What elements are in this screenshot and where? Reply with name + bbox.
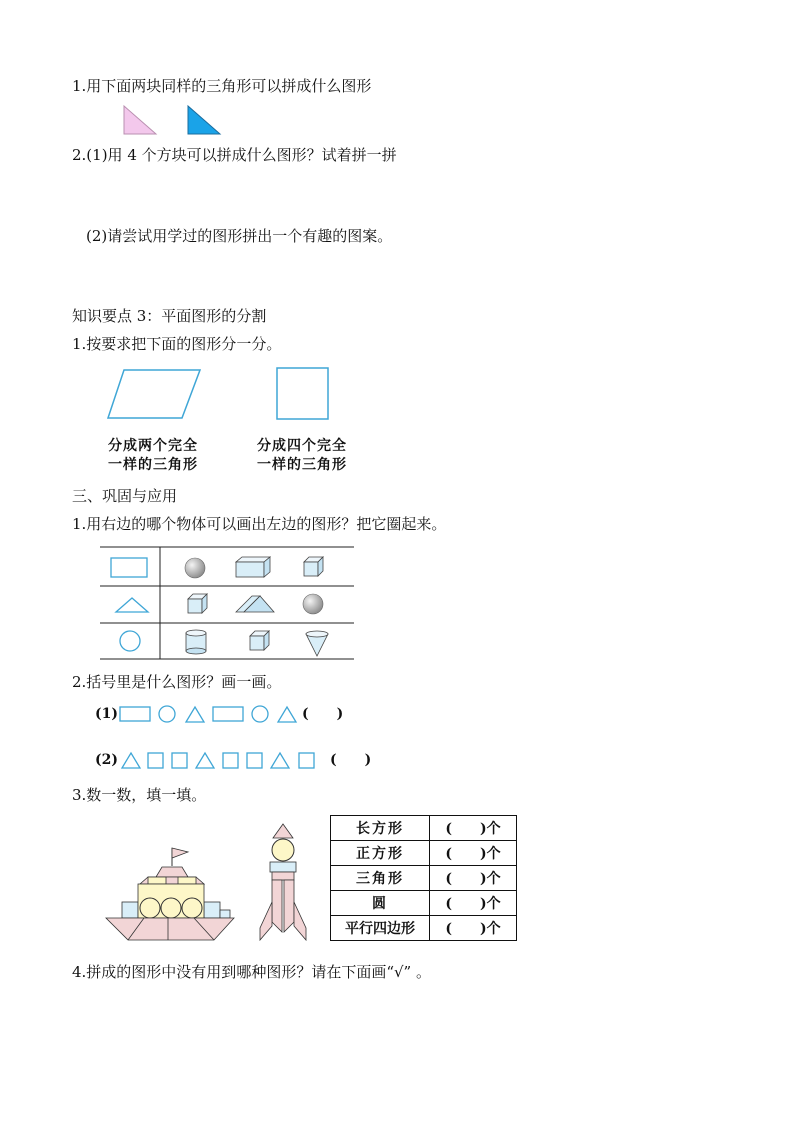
sphere-icon <box>303 594 323 614</box>
row2-label: (2) <box>95 752 118 768</box>
shape-name: 三角形 <box>331 866 430 891</box>
shape-name: 正方形 <box>331 841 430 866</box>
parallelogram-shape <box>106 368 202 420</box>
left-caption-line1: 分成两个完全 <box>108 438 198 454</box>
question-four-blocks: 2.(1)用 4 个方块可以拼成什么图形？试着拼一拼 <box>72 146 397 164</box>
cone-icon <box>306 631 328 656</box>
count-blank[interactable]: ( )个 <box>430 841 517 866</box>
section-three-heading: 三、巩固与应用 <box>72 487 178 505</box>
right-caption-line1: 分成四个完全 <box>257 438 347 454</box>
knowledge-point-heading: 知识要点 3：平面图形的分割 <box>72 307 267 325</box>
pink-triangle-icon <box>122 104 158 136</box>
sphere-icon <box>185 558 205 578</box>
cube-icon <box>250 631 269 650</box>
cube-icon <box>304 557 323 576</box>
shape-count-table <box>330 815 517 941</box>
row2-answer-bracket[interactable]: ( ) <box>330 752 372 768</box>
blue-triangle-icon <box>186 104 222 136</box>
shape-name: 圆 <box>331 891 430 916</box>
triangle-outline <box>116 598 148 612</box>
row2-shape-sequence <box>120 750 320 770</box>
shape-name: 长方形 <box>331 816 430 841</box>
count-blank[interactable]: ( )个 <box>430 891 517 916</box>
table-row <box>331 816 517 841</box>
right-caption-line2: 一样的三角形 <box>257 457 347 473</box>
division-instruction: 1.按要求把下面的图形分一分。 <box>72 335 282 353</box>
brackets-instruction: 2.括号里是什么图形？画一画。 <box>72 673 282 691</box>
cube-icon <box>188 594 207 613</box>
cuboid-icon <box>236 557 270 577</box>
table-row <box>331 841 517 866</box>
row1-shape-sequence <box>118 704 300 724</box>
rectangle-outline <box>111 558 147 577</box>
trace-question: 1.用右边的哪个物体可以画出左边的图形？把它圈起来。 <box>72 515 447 533</box>
row1-label: (1) <box>95 706 118 722</box>
circle-outline <box>120 631 140 651</box>
question-interesting-pattern: (2)请尝试用学过的图形拼出一个有趣的图案。 <box>86 227 393 245</box>
left-caption-line2: 一样的三角形 <box>108 457 198 473</box>
count-instruction: 3.数一数，填一填。 <box>72 786 207 804</box>
missing-shape-question: 4.拼成的图形中没有用到哪种图形？请在下面画“√” 。 <box>72 963 431 981</box>
ship-illustration <box>104 840 236 940</box>
cylinder-icon <box>186 630 206 654</box>
count-blank[interactable]: ( )个 <box>430 916 517 941</box>
table-row <box>331 916 517 941</box>
count-blank[interactable]: ( )个 <box>430 866 517 891</box>
table-row <box>331 866 517 891</box>
object-matching-grid <box>100 546 356 662</box>
shape-name: 平行四边形 <box>331 916 430 941</box>
question-combine-triangles: 1.用下面两块同样的三角形可以拼成什么图形 <box>72 77 372 95</box>
square-shape <box>276 367 330 421</box>
triangular-prism-icon <box>236 596 274 612</box>
count-blank[interactable]: ( )个 <box>430 816 517 841</box>
table-row <box>331 891 517 916</box>
rocket-illustration <box>258 822 308 944</box>
row1-answer-bracket[interactable]: ( ) <box>302 706 344 722</box>
